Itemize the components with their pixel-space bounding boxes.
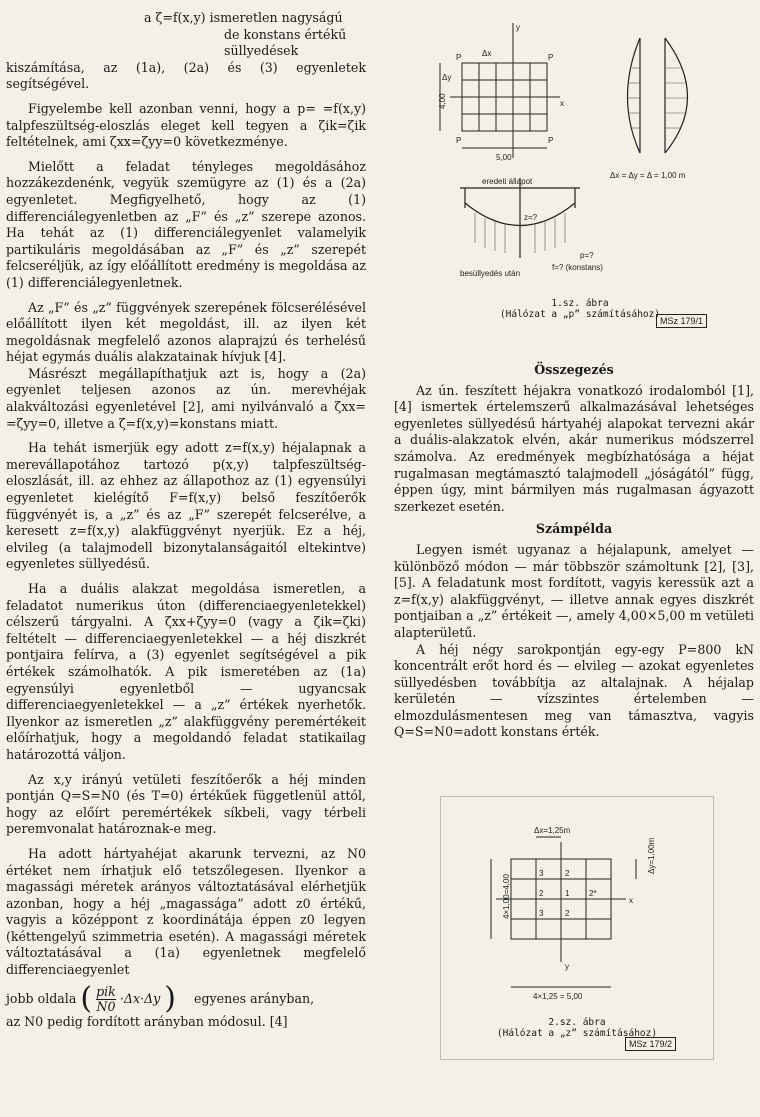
svg-text:y: y [516, 23, 520, 32]
paragraph-10: az N0 pedig fordított arányban módosul. [4] [6, 1013, 288, 1029]
right-column [394, 356, 754, 741]
fig2-dy: Δy=1,00m [647, 837, 656, 874]
fig1-after: besüllyedés után [460, 269, 521, 278]
paren-close: ) [164, 980, 176, 1016]
fig2-caption-1: 2.sz. ábra [548, 1017, 606, 1028]
svg-text:3: 3 [539, 869, 544, 878]
equation-prefix: jobb oldala [6, 990, 77, 1006]
svg-text:2*: 2* [589, 889, 597, 898]
intro-line-2: de konstans értékű [224, 26, 347, 42]
example-paragraph-2: A héj négy sarokpontján egy-egy P=800 kN koncentrált erőt hord és — elvileg — azokat egyenletes süllyedésben továbbítja az altalajnak. A héjalap kerületén — vízszintes értelemben — elmozdulásmentesen meg van támasztva, vagyis Q=S=N0=adott konstans érték. [394, 641, 754, 740]
fig1-before: eredeti állapot [482, 177, 533, 186]
left-column [6, 0, 366, 1030]
fig1-zq: z=? [524, 213, 538, 222]
fig1-dy: Δy [442, 73, 452, 82]
fig2-dx: Δx=1,25m [534, 826, 571, 835]
svg-text:1: 1 [565, 889, 570, 898]
paragraph-2: Figyelembe kell azonban venni, hogy a p= =f(x,y) talpfeszültség-eloszlás eleget kell tegyen a ζik=ζik feltételnek, ami ζxx=ζyy=0 következménye. [6, 100, 366, 150]
fig2-height: 4×1,00=4,00 [502, 874, 511, 919]
fig1-caption-2: (Hálózat a „p” számításához) [499, 309, 661, 320]
equation-suffix: egyenes arányban, [194, 990, 315, 1006]
paragraph-6: Ha tehát ismerjük egy adott z=f(x,y) héjalapnak a merevállapotához tartozó p(x,y) talpfeszültség-eloszlását, ill. az ehhez az állapothoz az (1) egyensúlyi egyenletet kielégítő F=f(x,y) belső feszítőerők függvényét is, a „z” és az „F” szerepét felcserélve, a keresett z=f(x,y) alakfüggvényt nyerjük. Ez a héj, elvileg (a talajmodell bizonytalanságaitól eltekintve) egyenletes süllyedésű. [6, 440, 366, 572]
heading-example: Számpélda [535, 521, 613, 537]
svg-text:P: P [456, 53, 462, 62]
equation-tail: ·Δx·Δy [119, 990, 161, 1006]
fig2-width: 4×1,25 = 5,00 [533, 992, 583, 1001]
svg-text:2: 2 [539, 889, 544, 898]
paragraph-8: Az x,y irányú vetületi feszítőerők a héj minden pontján Q=S=N0 (és T=0) értékűek függetlenül attól, hogy az előírt peremértékek síkbeli, vagy térbeli peremvonalat határoznak-e meg. [6, 771, 366, 837]
paren-open: ( [80, 980, 93, 1016]
fig1-dx: Δx [482, 49, 492, 58]
figure-2-drawing [441, 797, 711, 1017]
summary-paragraph: Az ún. feszített héjakra vonatkozó irodalomból [1], [4] ismertek értelemszerű alkalmazásával lehetséges egyenletes süllyedésű hártyahéj alapokat tervezni akár a duális-alakzatok elvén, akár numerikus módszerrel számolva. Az eredmények megbízhatósága a héjat rugalmasan megtámasztó talajmodell „jóságától” függ, éppen úgy, mint bármilyen más rugalmasan ágyazott szerkezet esetén. [394, 382, 754, 514]
fig1-fq: f=? (konstans) [552, 263, 603, 272]
fig1-stamp: MSz 179/1 [656, 314, 707, 328]
fig1-width: 5,00 [496, 153, 512, 162]
fig1-height: 4,00 [438, 93, 447, 109]
fraction [96, 985, 116, 1014]
svg-text:2: 2 [565, 869, 570, 878]
fig1-dims: Δx = Δy = Δ = 1,00 m [610, 171, 686, 180]
paragraph-7: Ha a duális alakzat megoldása ismeretlen, a feladatot numerikus úton (differenciaegyenletekkel) célszerű tárgyalni. A ζxx+ζyy=0 (vagy a ζik=ζki) feltételt — differenciaegyenletekkel — a héj diszkrét pontjaira felírva, a (3) egyenlet segítségével a pik értékek számolhatók. A pik ismeretében az (1a) egyensúlyi egyenletből — ugyancsak differenciaegyenletekkel — a „z” értékek nyerhetők. Ilyenkor az ismeretlen „z” alakfüggvény peremértékeit előírhatjuk, hogy a megoldandó feladat statikailag határozottá váljon. [6, 581, 366, 762]
svg-text:P: P [548, 136, 554, 145]
svg-text:y: y [565, 962, 569, 971]
svg-text:P: P [456, 136, 462, 145]
paragraph-5: Másrészt megállapíthatjuk azt is, hogy a (2a) egyenlet teljesen azonos az ún. merevhéjak alakváltozási egyenletével [2], ami nyilvánvaló a ζxx= =ζyy=0, illetve a ζ=f(x,y)=konstans miatt. [6, 365, 366, 431]
svg-text:x: x [629, 896, 633, 905]
paragraph-1: kiszámítása, az (1a), (2a) és (3) egyenletek segítségével. [6, 59, 366, 92]
figure-1 [420, 8, 740, 326]
intro-line-1: a ζ=f(x,y) ismeretlen nagyságú [144, 10, 343, 25]
fig1-caption-1: 1.sz. ábra [551, 298, 609, 309]
fig1-pq: p=? [580, 251, 594, 260]
paragraph-9: Ha adott hártyahéjat akarunk tervezni, az N0 értéket nem írhatjuk elő tetszőlegesen. Ilyenkor a magassági méretek arányos változtatásával elérhetjük azonban, hogy a héj „magassága” adott z0 értékű, vagyis a középpont z koordinátája éppen z0 legyen (kéttengelyű szimmetria esetén). A magassági méretek változtatásával a (1a) egyenletnek megfelelő differenciaegyenlet [6, 845, 366, 978]
svg-text:2: 2 [565, 909, 570, 918]
fig2-stamp: MSz 179/2 [625, 1037, 676, 1051]
figure-2 [440, 796, 714, 1060]
fraction-denominator: N0 [96, 998, 116, 1014]
paragraph-4: Az „F” és „z” függvények szerepének fölcserélésével előállított ilyen két megoldást, ill. az ilyen két megoldásnak megfelelő azonos alaprajzú és terhelésű héjat egymás duális alakzatainak hívjuk [4]. [6, 299, 366, 365]
heading-summary: Összegezés [534, 362, 614, 377]
equation-line [6, 980, 366, 1016]
example-paragraph-1: Legyen ismét ugyanaz a héjalapunk, amelyet — különböző módon — már többször számoltunk [2], [3], [5]. A feladatunk most fordított, vagyis keressük azt a z=f(x,y) alakfüggvényt, — illetve annak egyes diszkrét pontjaiban a „z” értékeit —, amely 4,00×5,00 m vetületi alapterületű. [394, 541, 754, 640]
figure-1-drawing [420, 8, 740, 298]
svg-text:P: P [548, 53, 554, 62]
fraction-numerator: pik [96, 983, 116, 999]
fig2-caption-2: (Hálózat a „z” számításához) [496, 1028, 658, 1039]
svg-text:x: x [560, 99, 564, 108]
paragraph-3: Mielőtt a feladat tényleges megoldásához hozzákezdenénk, vegyük szemügyre az (1) és a (2a) egyenletet. Megfigyelhető, hogy az (1) differenciálegyenletben az „F” és „z” szerepe azonos. Ha tehát az (1) differenciálegyenlet valamelyik partikuláris megoldásában az „F” és „z” szerepét felcseréljük, az így előállított eredmény is megoldása az (1) differenciálegyenletnek. [6, 158, 366, 290]
svg-text:3: 3 [539, 909, 544, 918]
intro-line-3: süllyedések [224, 43, 299, 59]
